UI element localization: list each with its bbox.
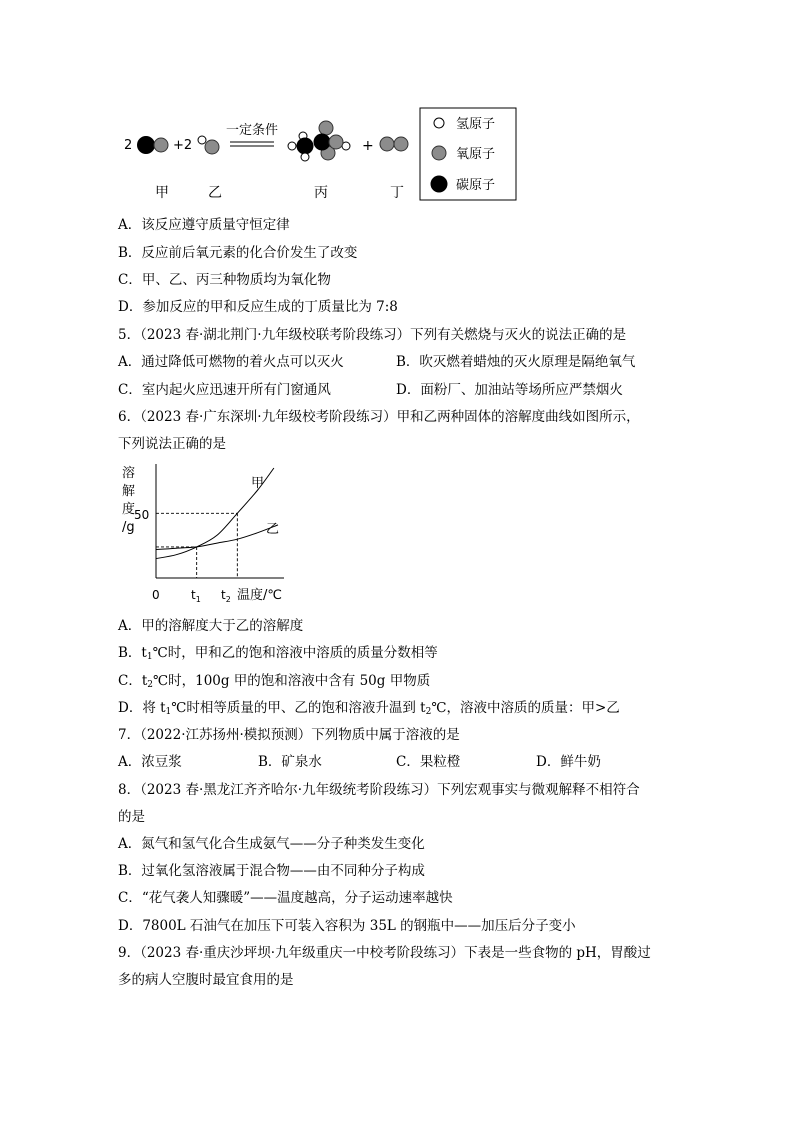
series-label-jia: 甲 (251, 476, 265, 491)
label-bing: 丙 (314, 185, 328, 201)
oxygen-atom (380, 137, 394, 151)
q8-stem-line1: 8．（2023 春·黑龙江齐齐哈尔·九年级统考阶段练习）下列宏观事实与微观解释不相符合 (118, 782, 640, 798)
legend-oxygen (432, 146, 446, 160)
label-ding: 丁 (390, 185, 404, 201)
q4-option-c[interactable]: C．甲、乙、丙三种物质均为氧化物 (118, 272, 331, 288)
oxygen-atom (394, 137, 408, 151)
q8-option-a[interactable]: A．氮气和氢气化合生成氨气——分子种类发生变化 (118, 836, 425, 852)
label-jia: 甲 (155, 185, 169, 201)
q6-option-c[interactable]: C．$t_2℃$时，100g 甲的饱和溶液中含有 50g 甲物质 (118, 673, 431, 690)
y-axis-label-char: 度 (122, 502, 136, 517)
q4-option-d[interactable]: D．参加反应的甲和反应生成的丁质量比为 7:8 (118, 299, 398, 315)
reaction-diagram (118, 106, 518, 202)
q7-option-d[interactable]: D．鲜牛奶 (536, 754, 601, 770)
q8-option-c[interactable]: C．“花气袭人知骤暖”——温度越高，分子运动速率越快 (118, 890, 453, 906)
coef-yi: +2 (173, 138, 193, 153)
q5-option-c[interactable]: C．室内起火应迅速开所有门窗通风 (118, 382, 331, 398)
q7-option-c[interactable]: C．果粒橙 (396, 754, 461, 770)
legend-hydrogen-label: 氢原子 (456, 117, 496, 132)
legend-carbon-label: 碳原子 (456, 178, 496, 193)
q5-option-a[interactable]: A．通过降低可燃物的着火点可以灭火 (118, 354, 344, 370)
solubility-chart (118, 462, 298, 607)
q6-stem-line1: 6．（2023 春·广东深圳·九年级校考阶段练习）甲和乙两种固体的溶解度曲线如图所示， (118, 409, 640, 425)
x-axis-label: 温度/℃ (237, 588, 282, 603)
oxygen-atom (154, 138, 168, 152)
legend-hydrogen (434, 118, 444, 128)
hydrogen-atom (198, 136, 206, 144)
q6-option-d[interactable]: D．将 $t_1℃$时相等质量的甲、乙的饱和溶液升温到 $t_2℃$，溶液中溶质的质量：甲>乙 (118, 700, 620, 717)
q4-option-a[interactable]: A．该反应遵守质量守恒定律 (118, 217, 290, 233)
q7-option-b[interactable]: B．矿泉水 (258, 754, 322, 770)
q7-stem: 7．（2022·江苏扬州·模拟预测）下列物质中属于溶液的是 (118, 727, 460, 743)
q5-option-b[interactable]: B．吹灭燃着蜡烛的灭火原理是隔绝氧气 (396, 354, 636, 370)
q4-option-b[interactable]: B．反应前后氧元素的化合价发生了改变 (118, 245, 358, 261)
y-axis-label-char: 解 (122, 484, 136, 499)
molecule-bing (288, 121, 350, 161)
carbon-atom (138, 137, 155, 154)
x-tick-t2: $t_2$ (221, 588, 231, 604)
q8-option-b[interactable]: B．过氧化氢溶液属于混合物——由不同种分子构成 (118, 863, 425, 879)
q8-option-d[interactable]: D．7800L 石油气在加压下可装入容积为 35L 的钢瓶中——加压后分子变小 (118, 918, 576, 934)
x-tick-t1: $t_1$ (191, 588, 201, 604)
coef-jia: 2 (124, 138, 133, 153)
label-yi: 乙 (208, 185, 222, 201)
y-axis-label-char: 溶 (122, 466, 136, 481)
legend-carbon (431, 176, 448, 193)
series-line-yi (156, 525, 278, 550)
y-axis-label-char: /g (122, 520, 135, 535)
q5-option-d[interactable]: D．面粉厂、加油站等场所应严禁烟火 (396, 382, 623, 398)
y-tick-label: 50 (134, 508, 150, 522)
q5-stem: 5．（2023 春·湖北荆门·九年级校联考阶段练习）下列有关燃烧与灭火的说法正确的是 (118, 327, 627, 343)
plus: + (362, 138, 374, 154)
q6-option-b[interactable]: B．$t_1℃$时，甲和乙的饱和溶液中溶质的质量分数相等 (118, 645, 438, 662)
q6-stem-line2: 下列说法正确的是 (118, 436, 226, 452)
y-axis-label (122, 465, 135, 535)
q9-stem-line1: 9．（2023 春·重庆沙坪坝·九年级重庆一中校考阶段练习）下表是一些食物的 pH，胃酸过 (118, 945, 651, 961)
oxygen-atom (205, 140, 219, 154)
legend-oxygen-label: 氧原子 (456, 147, 496, 162)
series-label-yi: 乙 (266, 522, 280, 537)
origin-label: 0 (152, 588, 160, 602)
q8-stem-line2: 的是 (118, 809, 145, 825)
q9-stem-line2: 多的病人空腹时最宜食用的是 (118, 972, 294, 988)
q6-option-a[interactable]: A．甲的溶解度大于乙的溶解度 (118, 618, 304, 634)
reaction-condition: 一定条件 (226, 123, 279, 138)
q7-option-a[interactable]: A．浓豆浆 (118, 754, 182, 770)
